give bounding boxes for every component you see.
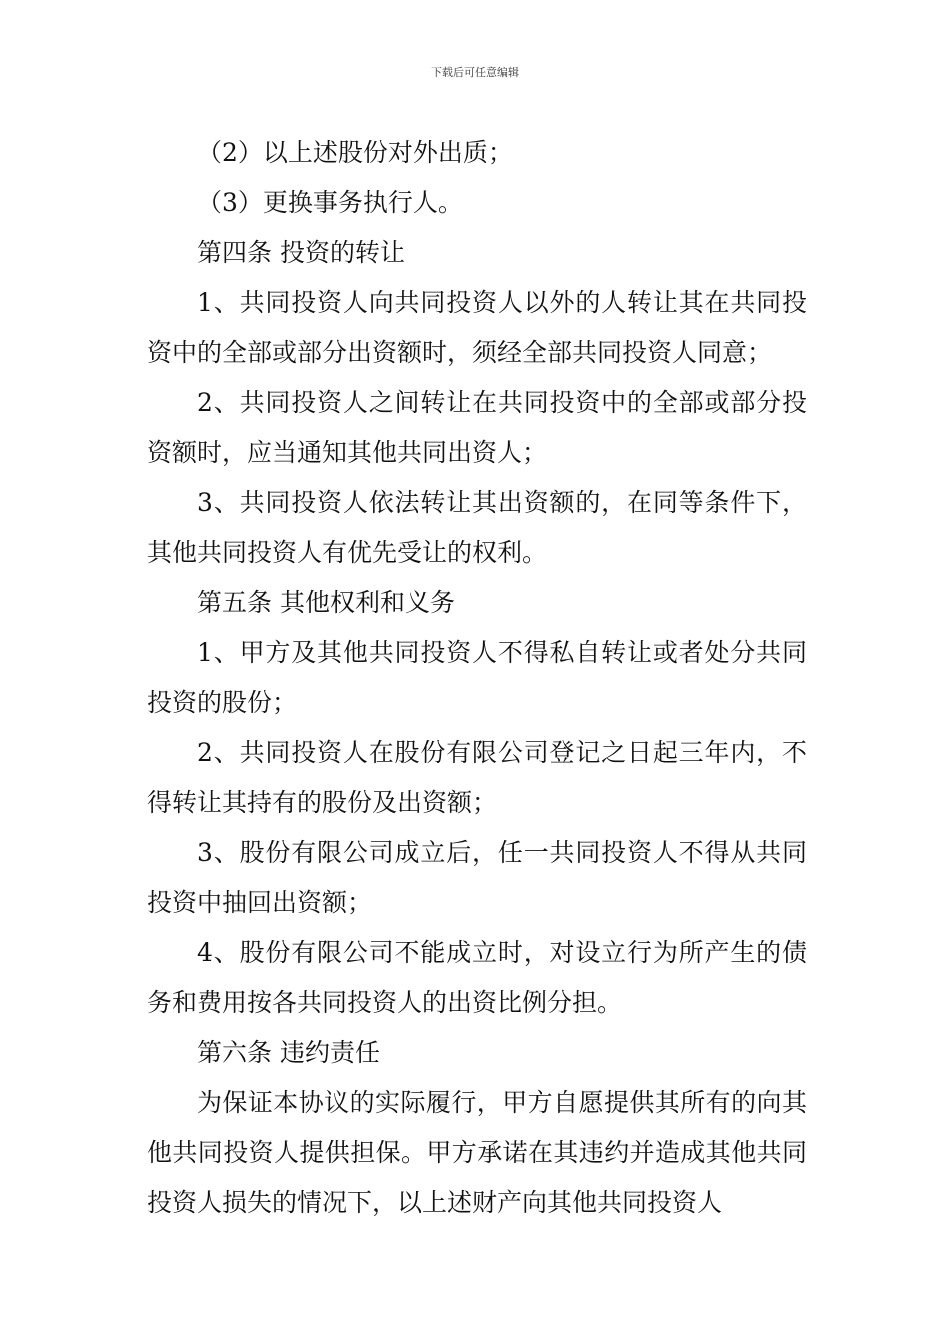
paragraph-clause-item-3: （3）更换事务执行人。 — [197, 188, 463, 217]
article-5-heading: 第五条 其他权利和义务 — [197, 588, 455, 617]
article-4-item-1: 1、共同投资人向共同投资人以外的人转让其在共同投资中的全部或部分出资额时，须经全部共同投资人同意； — [147, 288, 807, 367]
paragraph-clause-item-2: （2）以上述股份对外出质； — [197, 138, 513, 167]
article-5-item-1: 1、甲方及其他共同投资人不得私自转让或者处分共同投资的股份； — [147, 638, 807, 717]
article-5-item-2: 2、共同投资人在股份有限公司登记之日起三年内，不得转让其持有的股份及出资额； — [147, 738, 807, 817]
article-4-heading: 第四条 投资的转让 — [197, 238, 405, 267]
article-4-item-3: 3、共同投资人依法转让其出资额的，在同等条件下，其他共同投资人有优先受让的权利。 — [147, 488, 807, 567]
article-5-item-3: 3、股份有限公司成立后，任一共同投资人不得从共同投资中抽回出资额； — [147, 838, 807, 917]
article-6-heading: 第六条 违约责任 — [197, 1038, 380, 1067]
document-body — [147, 128, 807, 1228]
article-4-item-2: 2、共同投资人之间转让在共同投资中的全部或部分投资额时，应当通知其他共同出资人； — [147, 388, 807, 467]
page-header: 下载后可任意编辑 — [431, 66, 519, 79]
article-5-item-4: 4、股份有限公司不能成立时，对设立行为所产生的债务和费用按各共同投资人的出资比例分担。 — [147, 938, 807, 1017]
article-6-body: 为保证本协议的实际履行，甲方自愿提供其所有的向其他共同投资人提供担保。甲方承诺在其违约并造成其他共同投资人损失的情况下，以上述财产向其他共同投资人 — [147, 1088, 807, 1217]
